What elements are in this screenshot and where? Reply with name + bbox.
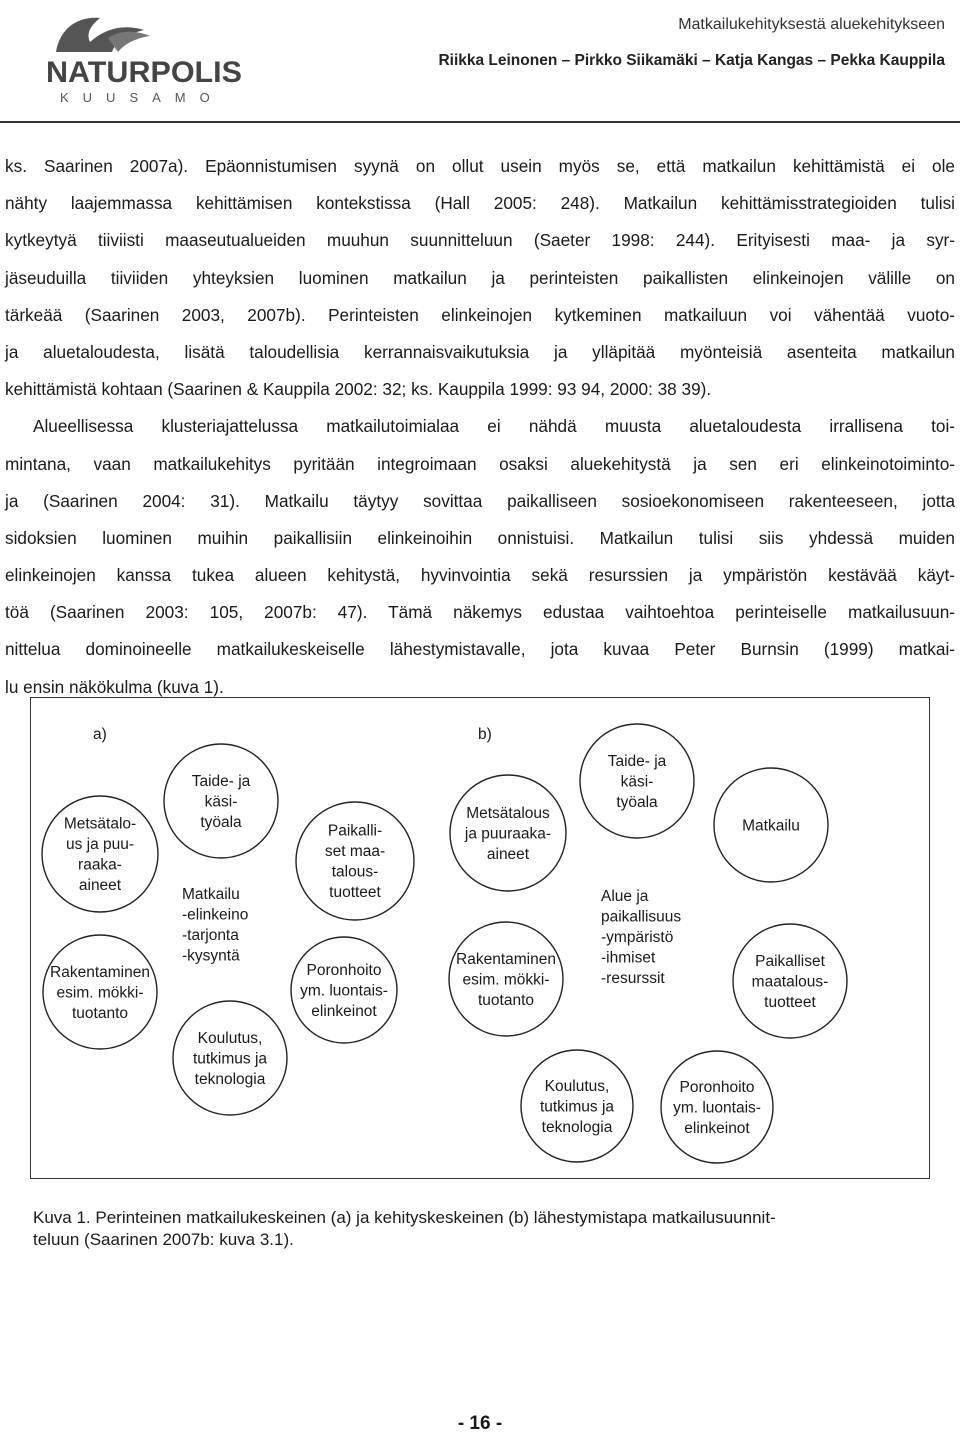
panel-a-node-4-label-line: teknologia	[194, 1070, 266, 1088]
panel-b-node-1-label-line: käsi-	[620, 773, 654, 791]
body-line: sidoksien luominen muihin paikallisiin elinkeinoihin onnistuisi. Matkailun tulisi siis yhdessä muiden	[5, 527, 955, 548]
panel-b-node-0-label-line: Metsätalous	[466, 804, 550, 822]
panel-a-node-1-label-line: käsi-	[204, 793, 238, 811]
panel-a-node-2-circle	[296, 802, 414, 920]
panel-a-node-2-label-line: tuotteet	[329, 884, 381, 902]
panel-a-node-4-label-line: tutkimus ja	[192, 1050, 268, 1068]
panel-a-node-3-label-line: elinkeinot	[311, 1002, 377, 1020]
panel-a-center	[182, 886, 248, 965]
header-authors: Riikka Leinonen – Pirkko Siikamäki – Katja Kangas – Pekka Kauppila	[438, 52, 945, 69]
panel-b-node-5-label-line: teknologia	[541, 1118, 613, 1136]
body-line: elinkeinojen kanssa tukea alueen kehitystä, hyvinvointia sekä resurssien ja ympäristön kestävää käyt-	[5, 565, 955, 586]
panel-b-node-3-label-line: tuotteet	[764, 993, 816, 1011]
body-line: ja aluetaloudesta, lisätä taloudellisia kerrannaisvaikutuksia ja ylläpitää myönteisiä asenteita matkailun	[5, 341, 955, 362]
body-line: töä (Saarinen 2003: 105, 2007b: 47). Tämä näkemys edustaa vaihtoehtoa perinteiselle matkailusuun-	[5, 602, 955, 623]
body-line: kytkeytyä tiiviisti maaseutualueiden muuhun suunnitteluun (Saeter 1998: 244). Erityisesti maa- ja syr-	[5, 230, 955, 251]
figure-diagram	[31, 698, 928, 1177]
panel-b-node-3-label-line: Paikalliset	[755, 952, 825, 970]
panel-a-node-5-label-line: tuotanto	[71, 1004, 129, 1022]
panel-b-node-6-label-line: tuotanto	[477, 991, 535, 1009]
panel-b-node-6-label-line: Rakentaminen	[456, 950, 556, 968]
body-line: jäseuduilla tiiviiden yhteyksien luominen matkailun ja perinteisten paikallisten elinkeinojen välille on	[5, 267, 955, 288]
panel-a-node-0-label-line: Metsätalo-	[63, 815, 137, 833]
panel-b-center-line: -ympäristö	[601, 929, 674, 946]
panel-b-node-2-label-line: Matkailu	[742, 817, 800, 835]
panel-a-node-2-label-line: talous-	[331, 863, 379, 881]
panel-a-node-3-label-line: ym. luontais-	[300, 982, 388, 1000]
page-header	[0, 0, 960, 115]
panel-b-label: b)	[478, 726, 492, 743]
body-line: Alueellisessa klusteriajattelussa matkailutoimialaa ei nähdä muusta aluetaloudesta irrallisena toi-	[33, 416, 955, 437]
panel-a-node-1-label-line: työala	[200, 813, 242, 831]
panel-b-node-5-label	[540, 1078, 614, 1136]
figure-caption	[33, 1207, 918, 1251]
panel-a-node-0-label-line: aineet	[78, 877, 122, 895]
panel-b-node-3-label-line: maatalous-	[751, 973, 829, 991]
header-title: Matkailukehityksestä aluekehitykseen	[678, 16, 945, 33]
panel-a-center-line: -kysyntä	[182, 947, 240, 965]
panel-a-node-5-label-line: esim. mökki-	[56, 984, 144, 1002]
logo-subtext: KUUSAMO	[60, 90, 224, 105]
panel-b-node-0-label-line: ja puuraaka-	[464, 825, 552, 843]
panel-a-label: a)	[93, 726, 107, 743]
header-divider	[0, 121, 960, 123]
panel-a-node-2-label-line: Paikalli-	[327, 822, 383, 840]
naturpolis-logo	[20, 8, 250, 108]
panel-b-node-1-label-line: työala	[616, 793, 658, 811]
panel-b-node-4-label-line: ym. luontais-	[673, 1099, 761, 1117]
panel-b-center-line: -resurssit	[601, 970, 665, 987]
panel-a-node-4-label-line: Koulutus,	[197, 1029, 263, 1047]
panel-b-node-4-label	[673, 1079, 761, 1137]
body-line: mintana, vaan matkailukehitys pyritään integroimaan osaksi aluekehitystä ja sen eri elinkeinotoiminto-	[5, 453, 955, 474]
panel-a-node-4-label	[193, 1030, 267, 1088]
panel-b-node-0-label-line: aineet	[486, 845, 530, 863]
body-line: kehittämistä kohtaan (Saarinen & Kauppila 2002: 32; ks. Kauppila 1999: 93 94, 2000: 38 39).	[5, 379, 712, 400]
panel-b-node-2-label	[742, 817, 800, 834]
panel-a-node-3-label	[300, 962, 388, 1020]
panel-a-node-3-label-line: Poronhoito	[306, 961, 382, 979]
logo-text: NATURPOLIS	[46, 56, 242, 89]
panel-a-node-1-label-line: Taide- ja	[191, 772, 251, 790]
panel-b-node-6-label-line: esim. mökki-	[462, 971, 550, 989]
body-line: lu ensin näkökulma (kuva 1).	[5, 676, 224, 697]
panel-a-node-0-label-line: us ja puu-	[65, 836, 135, 854]
caption-line: Kuva 1. Perinteinen matkailukeskeinen (a) ja kehityskeskeinen (b) lähestymistapa matkailusuunnit-	[33, 1208, 776, 1227]
panel-a-center-line: -tarjonta	[182, 927, 239, 944]
panel-b-center-line: -ihmiset	[601, 949, 656, 967]
body-line: ks. Saarinen 2007a). Epäonnistumisen syynä on ollut usein myös se, että matkailun kehittämistä ei ole	[5, 156, 955, 176]
panel-a-node-2-label-line: set maa-	[324, 843, 386, 861]
panel-a-node-5-label-line: Rakentaminen	[50, 963, 150, 981]
panel-b-center-line: paikallisuus	[601, 908, 682, 926]
panel-b-node-1-label-line: Taide- ja	[607, 752, 667, 770]
figure-1	[30, 697, 930, 1179]
caption-line: teluun (Saarinen 2007b: kuva 3.1).	[33, 1230, 294, 1249]
body-line: tärkeää (Saarinen 2003, 2007b). Perinteisten elinkeinojen kytkeminen matkailuun voi vähentää vuoto-	[5, 304, 955, 325]
panel-a-center-line: -elinkeino	[182, 906, 249, 924]
panel-b-node-4-label-line: Poronhoito	[679, 1078, 755, 1096]
body-text	[5, 148, 955, 706]
body-line: nittelua dominoineelle matkailukeskeiselle lähestymistavalle, jota kuvaa Peter Burnsin (1999) matkai-	[5, 639, 955, 660]
panel-b-node-5-label-line: tutkimus ja	[539, 1098, 615, 1116]
body-line: ja (Saarinen 2004: 31). Matkailu täytyy sovittaa paikalliseen sosioekonomiseen rakenteeseen, jotta	[5, 490, 955, 511]
panel-b-node-5-label-line: Koulutus,	[544, 1077, 610, 1095]
panel-b-center-line: Alue ja	[601, 888, 649, 905]
body-line: nähty laajemmassa kehittämisen kontekstissa (Hall 2005: 248). Matkailun kehittämisstrategioiden tulisi	[5, 193, 955, 214]
panel-a-node-0-circle	[42, 796, 158, 912]
panel-a-center-line: Matkailu	[182, 886, 240, 903]
panel-a-node-0-label-line: raaka-	[78, 856, 122, 874]
page-number: - 16 -	[457, 1413, 503, 1434]
panel-b-center	[601, 888, 681, 987]
panel-b-node-4-label-line: elinkeinot	[684, 1119, 750, 1137]
